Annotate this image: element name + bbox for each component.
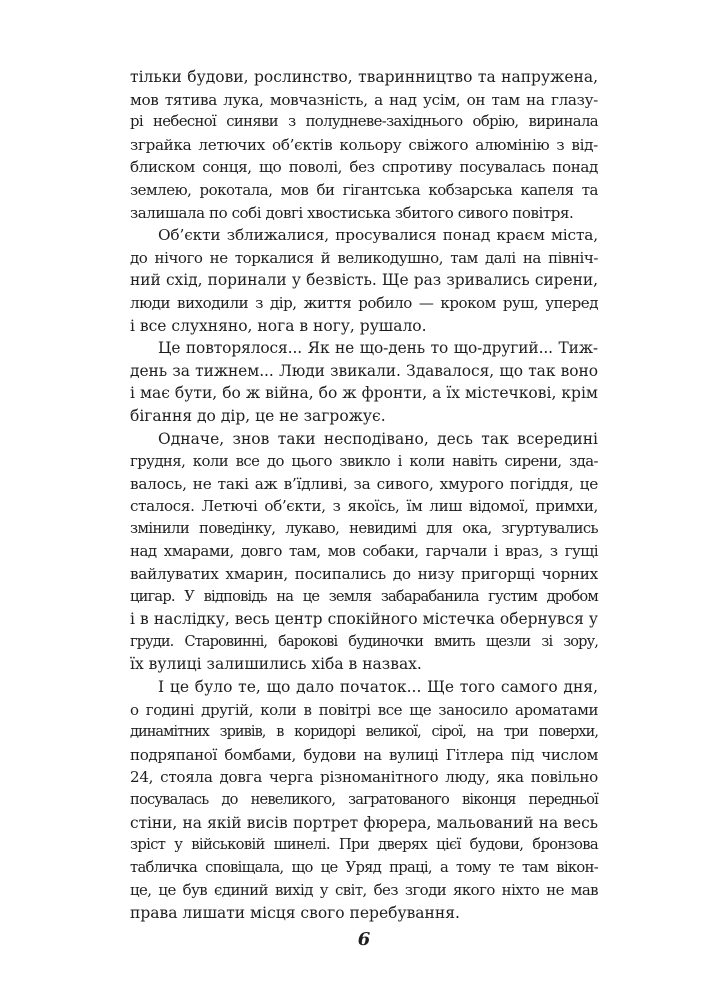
text-line: блиском сонця, що поволі, без спротиву посувалась понад: [130, 158, 598, 177]
text-line: сталося. Летючі об’єкти, з якоїсь, їм лиш відомої, примхи,: [130, 497, 598, 516]
text-line: груди. Старовинні, барокові будиночки вмить щезли зі зору,: [130, 633, 598, 650]
text-line: залишала по собі довгі хвостиська збитого сивого повітря.: [130, 203, 574, 222]
text-line: о годині другій, коли в повітрі все ще заносило ароматами: [130, 700, 598, 719]
text-line: Це повторялося... Як не що-день то що-другий... Тиж-: [158, 339, 598, 358]
text-line: до нічого не торкалися й великодушно, там далі на північ-: [130, 248, 598, 267]
text-line: валось, не такі аж в’їдливі, за сивого, хмурого погіддя, це: [130, 474, 598, 493]
text-line: бігання до дір, це не загрожує.: [130, 406, 386, 425]
text-line: Об’єкти зближалися, просувалися понад краєм міста,: [158, 226, 598, 245]
text-line: І це було те, що дало початок... Ще того самого дня,: [158, 678, 598, 697]
text-line: грудня, коли все до цього звикло і коли навіть сирени, зда-: [130, 452, 598, 471]
text-line: зграйка летючих об’єктів кольору свіжого алюмінію з від-: [130, 135, 598, 154]
text-line: люди виходили з дір, життя робило — кроком руш, уперед: [130, 293, 598, 312]
text-line: рі небесної синяви з полудневе-західнього обрію, виринала: [130, 113, 598, 131]
text-line: і в наслідку, весь центр спокійного містечка обернувся у: [130, 610, 598, 629]
text-line: і має бути, бо ж війна, бо ж фронти, а їх містечкові, крім: [130, 384, 598, 403]
text-line: тільки будови, рослинство, тваринництво та напружена,: [130, 68, 598, 86]
text-line: зріст у військовій шинелі. При дверях цієї будови, бронзова: [130, 836, 598, 854]
text-line: ний схід, поринали у безвість. Ще раз зривались сирени,: [130, 271, 598, 290]
text-line: і все слухняно, нога в ногу, рушало.: [130, 316, 427, 335]
text-line: змінили поведінку, лукаво, невидимі для ока, згуртувались: [130, 519, 598, 537]
body-text: [130, 66, 598, 925]
text-line: землею, рокотала, мов би гігантська кобзарська капеля та: [130, 180, 598, 199]
text-line: посувалась до невеликого, загратованого віконця передньої: [130, 791, 598, 808]
text-line: цигар. У відповідь на це земля забарабанила густим дробом: [130, 587, 598, 605]
text-line: день за тижнем... Люди звикали. Здавалося, що так воно: [130, 361, 598, 380]
text-line: мов тятива лука, мовчазність, а над усім, он там на глазу-: [130, 90, 598, 109]
text-line: це, це був єдиний вихід у світ, без згоди якого ніхто не мав: [130, 881, 598, 900]
text-line: 24, стояла довга черга різноманітного люду, яка повільно: [130, 768, 598, 787]
text-line: над хмарами, довго там, мов собаки, гарчали і враз, з гущі: [130, 542, 598, 561]
text-line: вайлуватих хмарин, посипались до низу пригорщі чорних: [130, 565, 598, 584]
text-line: табличка сповіщала, що це Уряд праці, а тому те там вікон-: [130, 858, 598, 876]
text-line: їх вулиці залишились хіба в назвах.: [130, 655, 422, 674]
text-line: подряпаної бомбами, будови на вулиці Гітлера під числом: [130, 745, 598, 764]
text-line: динамітних зривів, в коридорі великої, сірої, на три поверхи,: [130, 724, 598, 741]
page-number: 6: [357, 929, 371, 950]
text-line: Одначе, знов таки несподівано, десь так всередині: [158, 429, 598, 448]
text-line: права лишати місця свого перебування.: [130, 903, 460, 922]
text-line: стіни, на якій висів портрет фюрера, мальований на весь: [130, 813, 598, 832]
